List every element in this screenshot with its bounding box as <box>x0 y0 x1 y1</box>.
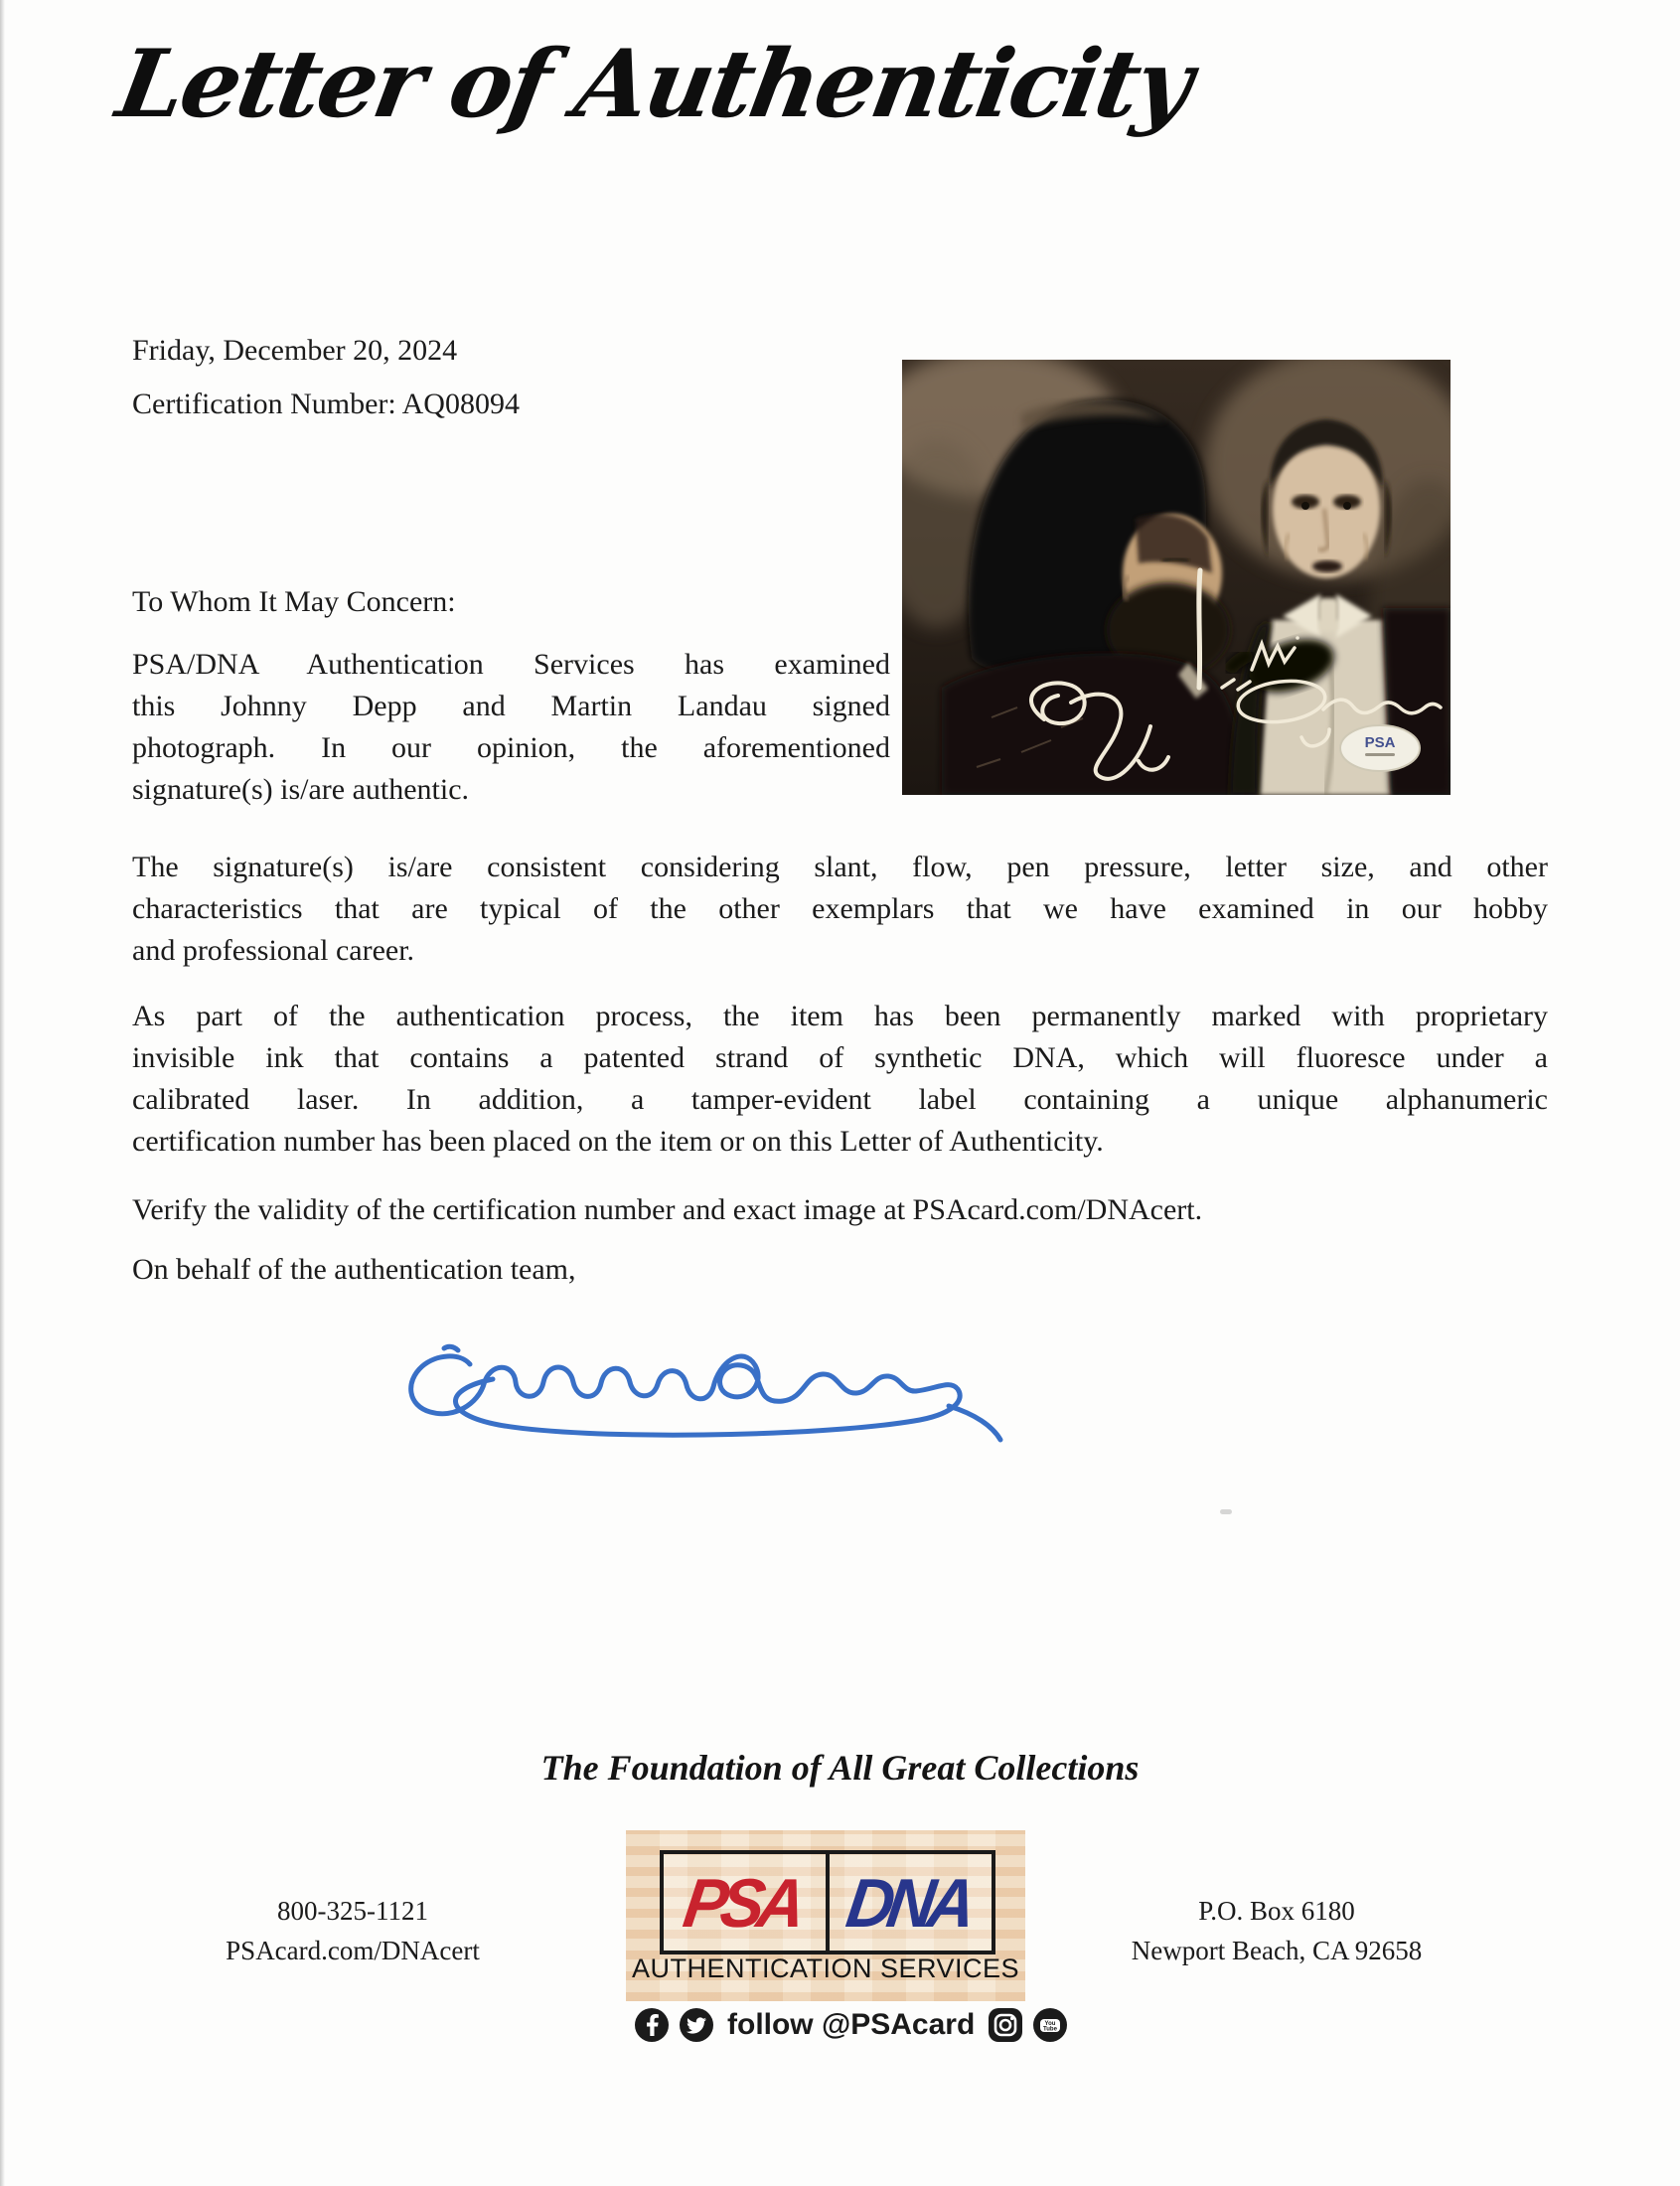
paragraph-verify: Verify the validity of the certification number and exact image at PSAcard.com/DNAcert. <box>132 1193 1203 1226</box>
paragraph-line: calibrated laser. In addition, a tamper-evident label containing a unique alphanumeric <box>132 1083 1548 1116</box>
paragraph-opinion <box>132 644 890 811</box>
social-row <box>634 2007 1068 2043</box>
paragraph-line: PSA/DNA Authentication Services has examined <box>132 648 890 681</box>
address-block <box>1078 1891 1475 1970</box>
phone-number: 800-325-1121 <box>277 1896 428 1926</box>
follow-text: follow @PSAcard <box>727 2008 976 2041</box>
paragraph-line: characteristics that are typical of the other exemplars that we have examined in our hobby <box>132 892 1548 925</box>
paragraph-line: certification number has been placed on the item or on this Letter of Authenticity. <box>132 1125 1104 1158</box>
certification-line <box>132 384 520 425</box>
dna-logo-cell <box>830 1854 992 1951</box>
instagram-icon <box>988 2007 1023 2043</box>
psa-logo-cell <box>664 1854 830 1951</box>
paragraph-line: photograph. In our opinion, the aforementioned <box>132 731 890 764</box>
contact-block <box>154 1891 551 1970</box>
certification-number: AQ08094 <box>401 388 520 420</box>
authenticator-signature <box>343 1287 1038 1481</box>
closing-line: On behalf of the authentication team, <box>132 1253 576 1286</box>
svg-text:Tube: Tube <box>1043 2026 1058 2033</box>
paragraph-line: invisible ink that contains a patented strand of synthetic DNA, which will fluoresce under a <box>132 1041 1548 1074</box>
page-title: Letter of Authenticity <box>109 30 1198 139</box>
svg-text:PSA: PSA <box>1364 734 1396 751</box>
paragraph-line: The signature(s) is/are consistent considering slant, flow, pen pressure, letter size, and other <box>132 851 1548 883</box>
paragraph-consistency <box>132 847 1548 972</box>
salutation: To Whom It May Concern: <box>132 585 456 618</box>
address-line1: P.O. Box 6180 <box>1198 1896 1355 1926</box>
paragraph-line: As part of the authentication process, the item has been permanently marked with proprietary <box>132 1000 1548 1032</box>
paragraph-line: and professional career. <box>132 934 415 967</box>
psa-dna-logo-box <box>660 1850 995 1954</box>
twitter-icon <box>679 2007 714 2043</box>
certification-label: Certification Number: <box>132 388 396 420</box>
psa-logo-text: PSA <box>679 1863 805 1942</box>
youtube-icon <box>1032 2007 1068 2043</box>
letter-date: Friday, December 20, 2024 <box>132 334 458 367</box>
paragraph-line: signature(s) is/are authentic. <box>132 773 470 806</box>
address-line2: Newport Beach, CA 92658 <box>1131 1936 1423 1965</box>
scan-edge-shadow <box>0 0 5 2186</box>
website-url: PSAcard.com/DNAcert <box>226 1936 480 1965</box>
dna-logo-text: DNA <box>841 1863 974 1942</box>
psa-dna-logo <box>626 1830 1025 2001</box>
scan-artifact <box>1220 1509 1232 1514</box>
svg-text:You: You <box>1044 2021 1056 2027</box>
footer-tagline: The Foundation of All Great Collections <box>540 1748 1140 1788</box>
paragraph-line: this Johnny Depp and Martin Landau signed <box>132 690 890 722</box>
paragraph-process <box>132 996 1548 1163</box>
signed-photo <box>902 360 1451 795</box>
psa-sticker <box>1340 725 1420 771</box>
facebook-icon <box>634 2007 670 2043</box>
authentication-services-label: AUTHENTICATION SERVICES <box>631 1953 1020 1983</box>
